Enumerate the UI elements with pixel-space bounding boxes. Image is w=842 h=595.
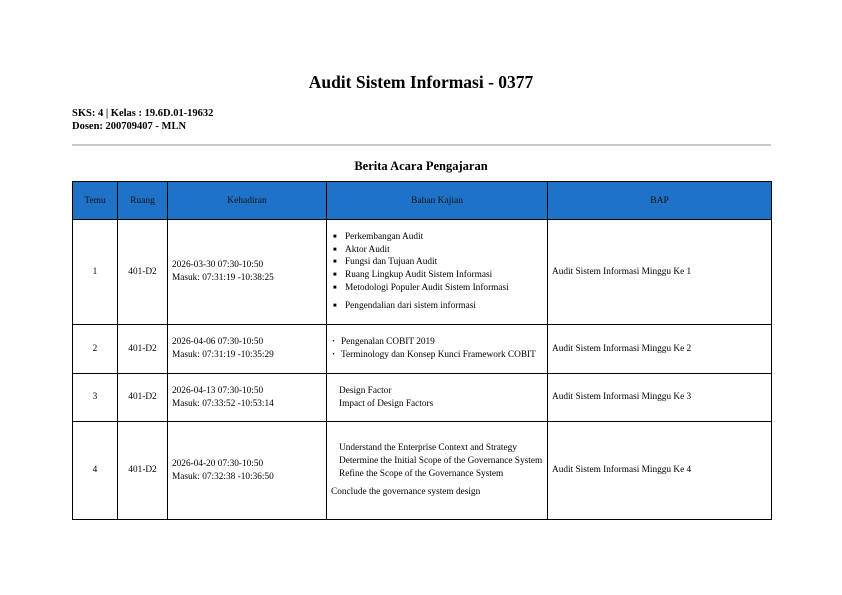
kehadiran-cell [168,374,327,422]
list-item: ■ Perkembangan Audit [345,231,543,244]
list-item: ■ Fungsi dan Tujuan Audit [345,256,543,269]
kehadiran-cell [168,220,327,325]
bap-cell: Audit Sistem Informasi Minggu Ke 1 [548,220,772,325]
ruang-cell: 401-D2 [118,374,168,422]
table-header-row [73,182,772,220]
bahan-cell [327,220,548,325]
table-row [73,374,772,422]
header-temu: Temu [73,182,118,220]
bahan-cell [327,374,548,422]
temu-cell: 2 [73,325,118,374]
jadwal-text: 2026-04-13 07:30-10:50 [172,385,264,396]
ruang-cell: 401-D2 [118,220,168,325]
table-row [73,422,772,520]
bahan-cell [327,325,548,374]
divider [72,144,771,146]
masuk-text: Masuk: 07:32:38 -10:36:50 [172,471,274,482]
list-item: ■ Aktor Audit [345,244,543,257]
masuk-text: Masuk: 07:33:52 -10:53:14 [172,398,274,409]
list-item: ■ Pengendalian dari sistem informasi [345,300,543,313]
list-item: Understand the Enterprise Context and Strategy [339,443,517,454]
header-kehadiran: Kehadiran [168,182,327,220]
list-item: ■ Metodologi Populer Audit Sistem Informasi [345,282,543,295]
sks-kelas-text: SKS: 4 | Kelas : 19.6D.01-19632 [72,108,214,119]
bap-cell: Audit Sistem Informasi Minggu Ke 2 [548,325,772,374]
list-item: · Terminology dan Konsep Kunci Framework COBIT [341,349,543,362]
page-title: Audit Sistem Informasi - 0377 [308,72,534,92]
jadwal-text: 2026-04-20 07:30-10:50 [172,458,264,469]
table-row [73,325,772,374]
jadwal-text: 2026-03-30 07:30-10:50 [172,260,264,271]
list-item: Design Factor [339,385,392,396]
masuk-text: Masuk: 07:31:19 -10:35:29 [172,350,274,360]
jadwal-text: 2026-04-06 07:30-10:50 [172,337,264,348]
list-item: · Pengenalan COBIT 2019 [341,336,543,349]
course-meta [72,107,213,133]
temu-cell: 4 [73,422,118,520]
list-item: Determine the Initial Scope of the Governance System [339,455,543,466]
bahan-cell [327,422,548,520]
table-row [73,220,772,325]
bap-cell: Audit Sistem Informasi Minggu Ke 3 [548,374,772,422]
header-bahan-kajian: Bahan Kajian [327,182,548,220]
header-ruang: Ruang [118,182,168,220]
temu-cell: 3 [73,374,118,422]
dosen-text: Dosen: 200709407 - MLN [72,121,187,132]
temu-cell: 1 [73,220,118,325]
header-bap: BAP [548,182,772,220]
list-item: Refine the Scope of the Governance System [339,468,504,479]
ruang-cell: 401-D2 [118,325,168,374]
kehadiran-cell [168,422,327,520]
list-item: Conclude the governance system design [331,487,481,498]
ruang-cell: 401-D2 [118,422,168,520]
kehadiran-cell [168,325,327,374]
list-item: Impact of Design Factors [339,398,434,409]
list-item: ■ Ruang Lingkup Audit Sistem Informasi [345,269,543,282]
masuk-text: Masuk: 07:31:19 -10:38:25 [172,273,274,283]
section-title: Berita Acara Pengajaran [354,159,488,173]
bap-cell: Audit Sistem Informasi Minggu Ke 4 [548,422,772,520]
bap-table [72,181,772,520]
